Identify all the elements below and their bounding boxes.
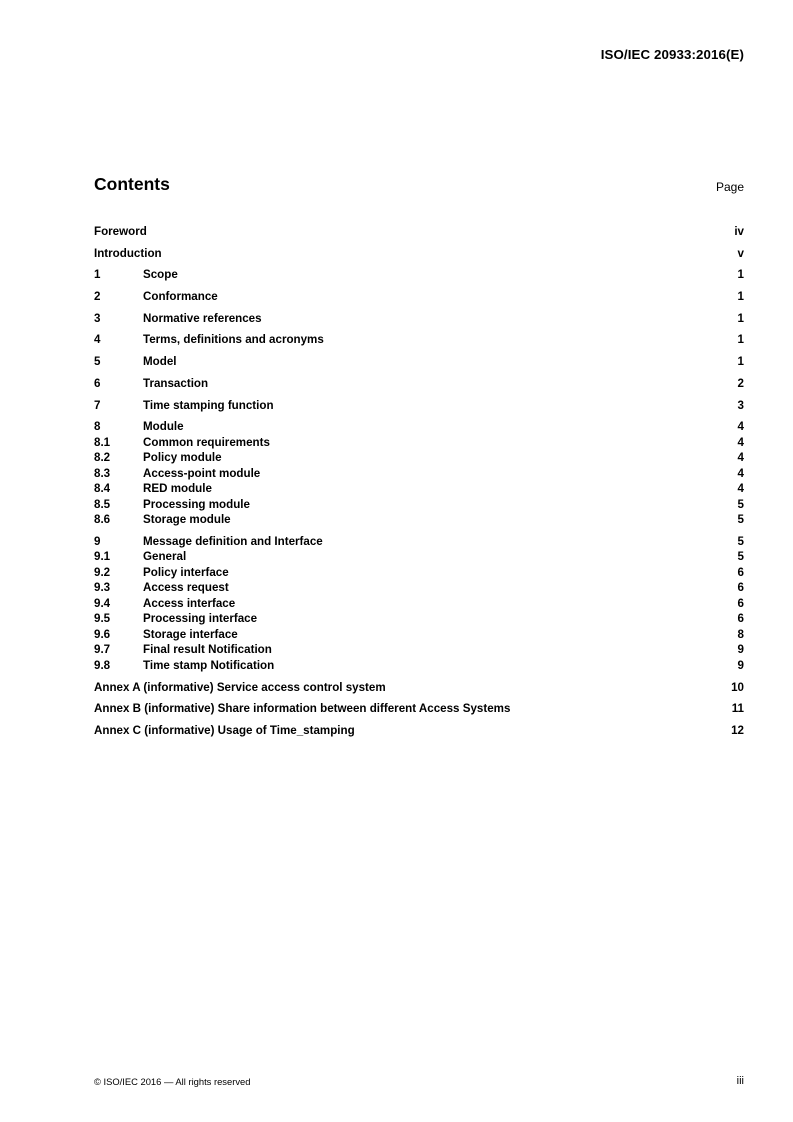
toc-entry[interactable] <box>94 289 744 305</box>
toc-entry[interactable] <box>94 596 744 612</box>
toc-entry-number: 7 <box>94 398 101 412</box>
toc-entry-title: General <box>143 550 187 564</box>
toc-entry-page: 5 <box>737 534 744 548</box>
toc-entry-page: 11 <box>731 702 744 716</box>
toc-entry-page: 9 <box>737 658 744 672</box>
toc-entry-number: 8.5 <box>94 497 111 511</box>
toc-entry-title: Scope <box>143 268 178 282</box>
toc-entry-page: 4 <box>737 466 744 480</box>
document-id: ISO/IEC 20933:2016(E) <box>600 47 744 62</box>
toc-entry-number: 9.7 <box>94 643 111 657</box>
toc-entry-title: Common requirements <box>143 435 270 449</box>
toc-entry-number: 8.1 <box>94 435 111 449</box>
toc-entry-page: 1 <box>737 290 744 304</box>
toc-entry-page: 3 <box>737 398 744 412</box>
toc-entry-page: 5 <box>737 550 744 564</box>
toc-entry[interactable] <box>94 246 744 262</box>
toc-entry-number: 9 <box>94 534 101 548</box>
toc-entry[interactable] <box>94 332 744 348</box>
toc-entry[interactable] <box>94 723 744 739</box>
toc-entry-number: 2 <box>94 290 101 304</box>
toc-entry-page: 12 <box>731 723 744 737</box>
toc-entry-number: 8.6 <box>94 513 111 527</box>
toc-entry-title: Access-point module <box>143 466 261 480</box>
toc-entry-page: 10 <box>731 680 744 694</box>
toc-entry-number: 9.5 <box>94 612 111 626</box>
toc-entry[interactable] <box>94 701 744 717</box>
toc-entry-title: Annex B (informative) Share information between different Access Systems <box>94 702 511 716</box>
toc-entry-title: Annex A (informative) Service access control system <box>94 680 386 694</box>
toc-entry-title: Processing module <box>143 497 250 511</box>
toc-entry-title: Processing interface <box>143 612 258 626</box>
toc-entry-page: v <box>737 246 744 260</box>
toc-entry[interactable] <box>94 658 744 674</box>
toc-entry-page: 5 <box>737 497 744 511</box>
toc-entry[interactable] <box>94 481 744 497</box>
toc-entry-title: Policy module <box>143 451 222 465</box>
page-footer <box>94 1076 744 1090</box>
toc-entry-number: 9.4 <box>94 596 111 610</box>
toc-entry[interactable] <box>94 398 744 414</box>
toc-entry[interactable] <box>94 611 744 627</box>
toc-entry[interactable] <box>94 549 744 565</box>
toc-entry-title: Introduction <box>94 246 162 260</box>
toc-entry[interactable] <box>94 311 744 327</box>
page-column-label: Page <box>715 180 744 194</box>
toc-entry-title: Annex C (informative) Usage of Time_stamping <box>94 723 355 737</box>
toc-entry[interactable] <box>94 680 744 696</box>
table-of-contents <box>94 224 744 738</box>
toc-entry-title: Transaction <box>143 376 209 390</box>
toc-entry[interactable] <box>94 627 744 643</box>
toc-entry-page: iv <box>734 225 744 238</box>
toc-entry[interactable] <box>94 466 744 482</box>
toc-entry[interactable] <box>94 376 744 392</box>
toc-entry[interactable] <box>94 642 744 658</box>
toc-entry-title: Policy interface <box>143 565 229 579</box>
toc-entry-title: Terms, definitions and acronyms <box>143 333 324 347</box>
toc-entry-number: 8.4 <box>94 482 111 496</box>
toc-entry-title: Conformance <box>143 290 218 304</box>
toc-entry[interactable] <box>94 512 744 528</box>
toc-entry[interactable] <box>94 224 744 240</box>
toc-entry-page: 4 <box>737 482 744 496</box>
toc-entry-number: 9.3 <box>94 581 111 595</box>
toc-entry[interactable] <box>94 267 744 283</box>
toc-entry-title: Module <box>143 420 184 434</box>
toc-entry-page: 1 <box>737 333 744 347</box>
toc-entry-title: Storage interface <box>143 627 238 641</box>
contents-heading <box>94 174 744 200</box>
toc-entry-number: 4 <box>94 333 101 347</box>
toc-entry-title: Final result Notification <box>143 643 272 657</box>
toc-entry-title: Storage module <box>143 513 231 527</box>
toc-entry-page: 6 <box>737 612 744 626</box>
toc-entry[interactable] <box>94 435 744 451</box>
toc-entry-page: 1 <box>737 311 744 325</box>
toc-entry[interactable] <box>94 580 744 596</box>
toc-entry-number: 1 <box>94 268 101 282</box>
toc-entry-number: 8 <box>94 420 101 434</box>
toc-entry-page: 1 <box>737 355 744 369</box>
toc-entry-title: Message definition and Interface <box>143 534 323 548</box>
toc-entry[interactable] <box>94 565 744 581</box>
toc-entry-number: 8.3 <box>94 466 111 480</box>
toc-entry-number: 3 <box>94 311 101 325</box>
toc-entry-title: Time stamping function <box>143 398 274 412</box>
contents-title: Contents <box>94 174 170 194</box>
page-number: iii <box>736 1075 744 1087</box>
toc-entry-page: 2 <box>737 376 744 390</box>
toc-entry-page: 4 <box>737 420 744 434</box>
toc-entry-number: 6 <box>94 376 101 390</box>
toc-entry-number: 9.6 <box>94 627 111 641</box>
toc-entry-title: RED module <box>143 482 212 496</box>
toc-entry[interactable] <box>94 450 744 466</box>
copyright-notice: © ISO/IEC 2016 — All rights reserved <box>94 1076 251 1087</box>
toc-entry[interactable] <box>94 534 744 550</box>
toc-entry-title: Foreword <box>94 225 147 238</box>
toc-entry-page: 6 <box>737 596 744 610</box>
toc-entry-number: 9.1 <box>94 550 111 564</box>
toc-entry-page: 1 <box>737 268 744 282</box>
toc-entry-page: 6 <box>737 581 744 595</box>
toc-entry-number: 8.2 <box>94 451 111 465</box>
toc-entry-page: 5 <box>737 513 744 527</box>
toc-entry-page: 4 <box>737 435 744 449</box>
toc-entry-title: Access interface <box>143 596 236 610</box>
toc-entry-number: 5 <box>94 355 101 369</box>
toc-entry-title: Access request <box>143 581 229 595</box>
toc-entry[interactable] <box>94 419 744 435</box>
toc-entry-page: 4 <box>737 451 744 465</box>
toc-entry-page: 8 <box>737 627 744 641</box>
toc-entry-page: 6 <box>737 565 744 579</box>
toc-entry[interactable] <box>94 497 744 513</box>
toc-entry-title: Model <box>143 355 177 369</box>
toc-entry-title: Normative references <box>143 311 262 325</box>
toc-entry-number: 9.8 <box>94 658 111 672</box>
toc-entry-title: Time stamp Notification <box>143 658 275 672</box>
toc-entry-number: 9.2 <box>94 565 111 579</box>
toc-entry[interactable] <box>94 354 744 370</box>
toc-entry-page: 9 <box>737 643 744 657</box>
